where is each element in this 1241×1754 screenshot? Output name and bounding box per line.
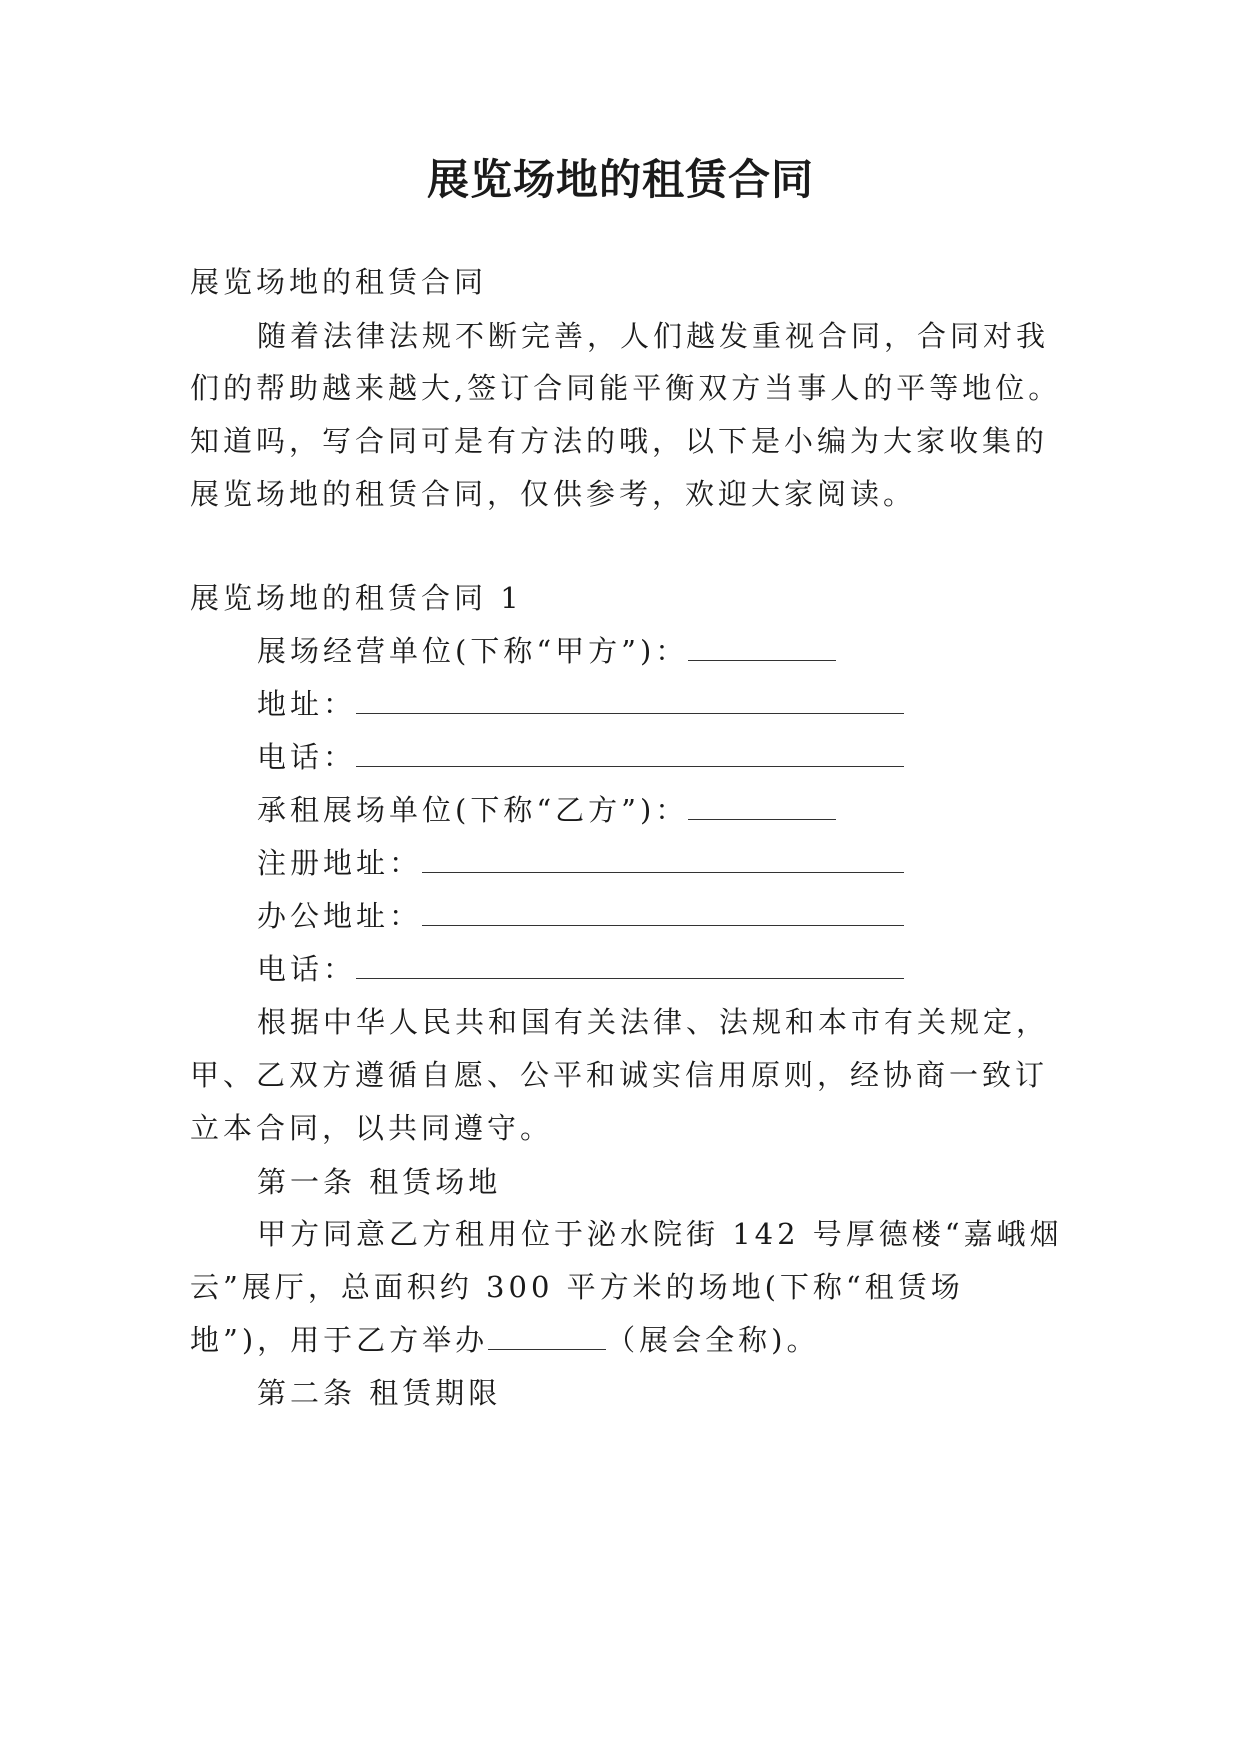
article-1-line-3-text: 地”)，用于乙方举办 [190,1323,489,1357]
article-1-line-3-suffix: （展会全称)。 [606,1323,820,1357]
address-blank [356,685,904,714]
field-reg-address [257,843,904,883]
intro-line-2: 们的帮助越来越大,签订合同能平衡双方当事人的平等地位。 [190,371,1062,405]
field-phone-label: 电话： [257,740,357,774]
article-1-line-1: 甲方同意乙方租用位于泌水院街 142 号厚德楼“嘉峨烟 [257,1217,1063,1251]
basis-line-1: 根据中华人民共和国有关法律、法规和本市有关规定， [257,1005,1050,1039]
field-party-a [257,631,836,671]
field-reg-address-label: 注册地址： [257,846,423,880]
basis-line-2: 甲、乙双方遵循自愿、公平和诚实信用原则，经协商一致订 [190,1058,1049,1092]
exhibition-name-blank [488,1321,606,1350]
reg-address-blank [422,844,904,873]
field-phone [257,737,904,777]
field-phone-2 [257,949,904,989]
field-address [257,684,904,724]
section-1-title: 展览场地的租赁合同 1 [190,581,523,615]
party-a-blank [688,632,836,661]
article-1-title: 第一条 租赁场地 [257,1165,502,1199]
intro-line-3: 知道吗，写合同可是有方法的哦，以下是小编为大家收集的 [190,424,1049,458]
field-party-b [257,790,836,830]
field-phone-2-label: 电话： [257,952,357,986]
party-b-blank [688,791,836,820]
phone-blank [356,738,904,767]
field-office-address-label: 办公地址： [257,899,423,933]
intro-line-1: 随着法律法规不断完善，人们越发重视合同，合同对我 [257,319,1050,353]
field-office-address [257,896,904,936]
article-1-line-3 [190,1320,819,1360]
field-party-b-label: 承租展场单位(下称“乙方”)： [257,793,689,827]
document-title: 展览场地的租赁合同 [426,155,814,204]
article-2-title: 第二条 租赁期限 [257,1376,502,1410]
intro-line-4: 展览场地的租赁合同，仅供参考，欢迎大家阅读。 [190,477,917,511]
field-party-a-label: 展场经营单位(下称“甲方”)： [257,634,689,668]
office-address-blank [422,897,904,926]
article-1-line-2: 云”展厅，总面积约 300 平方米的场地(下称“租赁场 [190,1270,964,1304]
basis-line-3: 立本合同，以共同遵守。 [190,1111,554,1145]
subtitle: 展览场地的租赁合同 [190,265,488,299]
field-address-label: 地址： [257,687,357,721]
phone-2-blank [356,950,904,979]
